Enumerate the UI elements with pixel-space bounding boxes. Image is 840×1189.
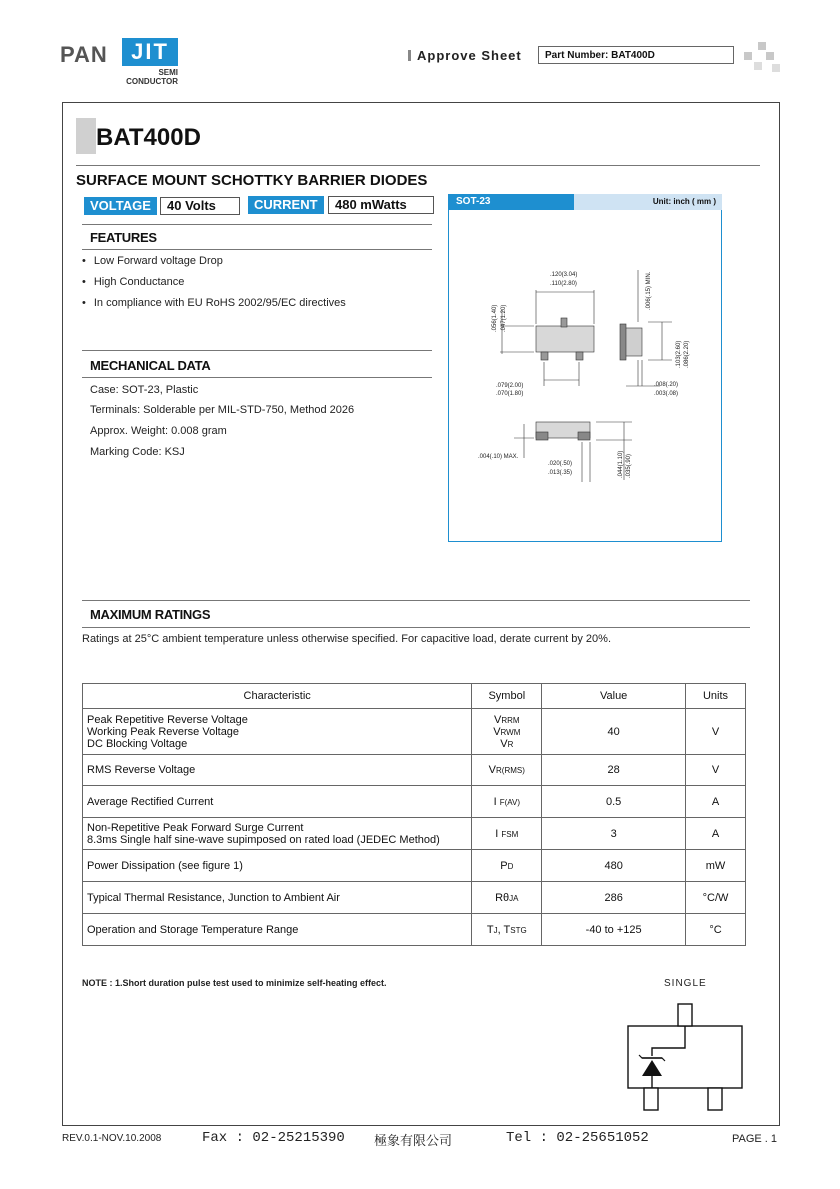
features-divider-top <box>82 224 432 225</box>
value-cell: -40 to +125 <box>542 914 686 946</box>
page-number: PAGE . 1 <box>732 1133 778 1145</box>
symbol-cell <box>472 882 542 914</box>
symbol-base: P <box>500 859 508 872</box>
char-text: Peak Repetitive Reverse Voltage <box>87 713 248 726</box>
mechanical-item: Terminals: Solderable per MIL-STD-750, Method 2026 <box>90 404 355 416</box>
revision-label: REV.0.1-NOV.10.2008 <box>62 1133 162 1144</box>
mechanical-title: MECHANICAL DATA <box>90 358 211 373</box>
unit-label: Unit: inch ( mm ) <box>574 194 722 210</box>
dim-label: .056(1.40) <box>492 304 498 332</box>
value-cell: 0.5 <box>542 786 686 818</box>
symbol-cell <box>472 914 542 946</box>
value-cell: 40 <box>542 709 686 755</box>
unit-cell: A <box>686 786 746 818</box>
mechanical-item: Approx. Weight: 0.008 gram <box>90 425 227 437</box>
col-header: Symbol <box>472 684 542 709</box>
dim-label: .013(.35) <box>548 470 573 476</box>
dim-label: .035(.90) <box>626 453 632 478</box>
voltage-value: 40 Volts <box>160 197 240 215</box>
feature-item: • High Conductance <box>82 276 184 288</box>
table-row <box>83 882 746 914</box>
symbol-sub: FSM <box>501 829 519 839</box>
schematic-label: SINGLE <box>664 978 707 989</box>
dim-label: .079(2.00) <box>496 383 524 389</box>
company-name: 極象有限公司 <box>374 1134 453 1149</box>
table-header-row <box>83 684 746 709</box>
product-subtitle: SURFACE MOUNT SCHOTTKY BARRIER DIODES <box>76 172 428 189</box>
unit-cell: mW <box>686 850 746 882</box>
value-cell: 480 <box>542 850 686 882</box>
table-row <box>83 786 746 818</box>
ratings-note: Ratings at 25°C ambient temperature unless otherwise specified. For capacitive load, derate current by 20%. <box>82 633 612 645</box>
col-header: Characteristic <box>83 684 472 709</box>
title-accent <box>76 118 96 154</box>
symbol-base: V <box>493 725 501 738</box>
symbol-sub: JA <box>509 893 519 903</box>
char-cell <box>83 818 472 850</box>
symbol-base: V <box>500 737 508 750</box>
col-header: Units <box>686 684 746 709</box>
symbol-cell <box>472 818 542 850</box>
char-cell: Power Dissipation (see figure 1) <box>83 850 472 882</box>
unit-cell: V <box>686 755 746 786</box>
dim-label: .120(3.04) <box>550 272 578 278</box>
char-cell: Typical Thermal Resistance, Junction to Ambient Air <box>83 882 472 914</box>
symbol-sub: R(RMS) <box>496 766 525 775</box>
dim-label: .047(1.20) <box>501 304 507 332</box>
decorative-dots-icon <box>744 42 780 78</box>
unit-cell: °C <box>686 914 746 946</box>
char-text: 8.3ms Single half sine-wave supimposed on rated load (JEDEC Method) <box>87 833 440 846</box>
dim-label: .044(1.10) <box>618 450 624 478</box>
symbol-base: V <box>494 713 502 726</box>
symbol-sub: RWM <box>500 727 521 737</box>
char-cell: Average Rectified Current <box>83 786 472 818</box>
symbol-base: Rθ <box>495 891 510 904</box>
char-cell: RMS Reverse Voltage <box>83 755 472 786</box>
symbol-base: , T <box>497 923 511 936</box>
dim-label: .003(.08) <box>654 391 679 397</box>
package-name: SOT-23 <box>448 194 574 210</box>
mechanical-divider <box>82 377 432 378</box>
char-cell: Operation and Storage Temperature Range <box>83 914 472 946</box>
current-value: 480 mWatts <box>328 196 434 214</box>
unit-cell: °C/W <box>686 882 746 914</box>
logo-jit-badge: JIT <box>122 38 178 66</box>
table-row <box>83 850 746 882</box>
fax-number: Fax : 02-25215390 <box>202 1130 345 1146</box>
value-cell: 28 <box>542 755 686 786</box>
value-cell: 286 <box>542 882 686 914</box>
dim-label: .070(1.80) <box>496 391 524 397</box>
diode-schematic-icon <box>620 996 750 1116</box>
symbol-sub: RRM <box>501 715 520 725</box>
voltage-tag: VOLTAGE <box>84 197 157 215</box>
title-divider <box>76 165 760 166</box>
part-number-box: Part Number: BAT400D <box>538 46 734 64</box>
feature-item: • In compliance with EU RoHS 2002/95/EC directives <box>82 297 346 309</box>
value-cell: 3 <box>542 818 686 850</box>
features-divider <box>82 249 432 250</box>
dim-label: .008(.20) <box>654 382 679 388</box>
tel-number: Tel : 02-25651052 <box>506 1130 649 1146</box>
mechanical-divider-top <box>82 350 432 351</box>
dim-label: .103(2.60) <box>676 340 682 368</box>
symbol-sub: J <box>493 925 498 935</box>
max-ratings-table <box>82 683 746 946</box>
ratings-divider <box>82 627 750 628</box>
unit-cell: A <box>686 818 746 850</box>
symbol-sub: STG <box>510 925 527 935</box>
logo-sub-conductor: CONDUCTOR <box>126 77 178 86</box>
ratings-title: MAXIMUM RATINGS <box>90 607 211 622</box>
dim-label: .110(2.80) <box>550 281 577 287</box>
table-row <box>83 709 746 755</box>
dim-label: .020(.50) <box>548 461 573 467</box>
char-cell <box>83 709 472 755</box>
char-text: Non-Repetitive Peak Forward Surge Current <box>87 821 304 834</box>
col-header: Value <box>542 684 686 709</box>
symbol-base: T <box>486 923 494 936</box>
table-row <box>83 914 746 946</box>
symbol-sub: D <box>507 861 514 871</box>
mechanical-item: Case: SOT-23, Plastic <box>90 384 199 396</box>
symbol-base: I <box>495 827 502 840</box>
symbol-base: I <box>493 795 500 808</box>
symbol-sub: R <box>507 739 514 749</box>
symbol-cell <box>472 709 542 755</box>
footnote: NOTE : 1.Short duration pulse test used to minimize self-heating effect. <box>82 978 387 988</box>
page-title: BAT400D <box>96 124 201 151</box>
unit-cell: V <box>686 709 746 755</box>
logo-pan-text: PAN <box>60 42 108 67</box>
symbol-cell <box>472 755 542 786</box>
ratings-divider-top <box>82 600 750 601</box>
feature-item: • Low Forward voltage Drop <box>82 255 223 267</box>
logo-sub-semi: SEMI <box>158 68 178 77</box>
symbol-cell <box>472 786 542 818</box>
logo-subtitle <box>124 68 178 86</box>
symbol-base: V <box>488 764 497 776</box>
symbol-cell <box>472 850 542 882</box>
sheet-title: Approve Sheet <box>408 48 522 63</box>
mechanical-item: Marking Code: KSJ <box>90 446 185 458</box>
sot23-outline-drawing <box>448 210 722 540</box>
dim-label: .006(.15) MIN. <box>646 271 652 310</box>
package-diagram-header <box>448 194 722 210</box>
table-row <box>83 818 746 850</box>
symbol-sub: F(AV) <box>499 797 520 807</box>
current-tag: CURRENT <box>248 196 324 214</box>
char-text: DC Blocking Voltage <box>87 737 188 750</box>
features-title: FEATURES <box>90 230 157 245</box>
dim-label: .086(2.20) <box>684 340 690 368</box>
table-row <box>83 755 746 786</box>
char-text: Working Peak Reverse Voltage <box>87 725 240 738</box>
dim-label: .004(.10) MAX. <box>478 454 519 460</box>
